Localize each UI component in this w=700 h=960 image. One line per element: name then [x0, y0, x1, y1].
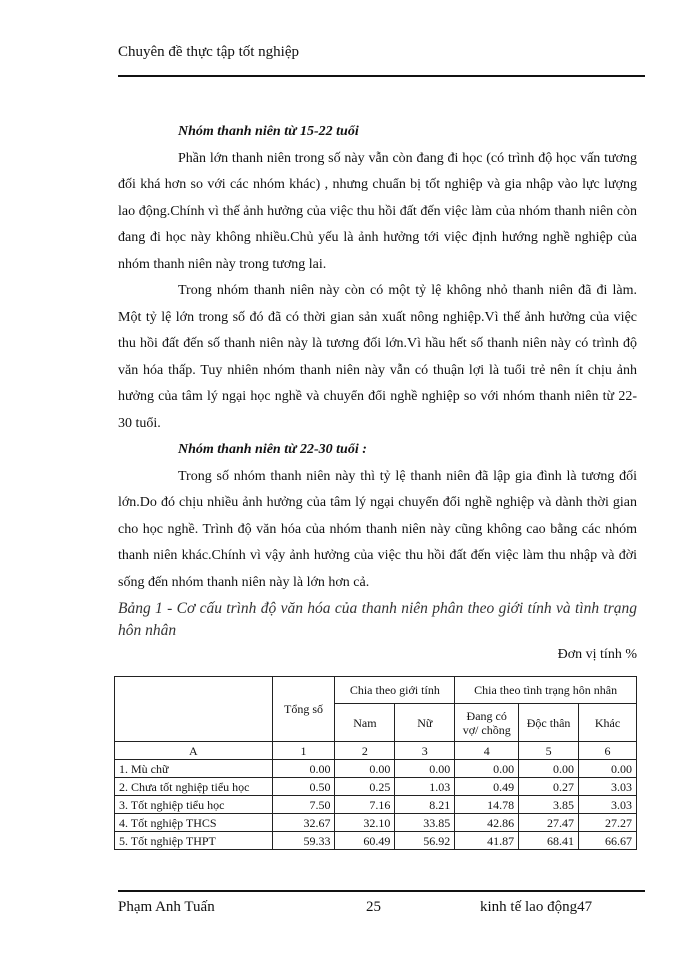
table-cell: 14.78 [455, 796, 519, 814]
row-label: 1. Mù chữ [115, 760, 273, 778]
col-other-header: Khác [579, 704, 637, 742]
table-row [115, 778, 637, 796]
header-divider [118, 75, 645, 77]
col-total-header: Tổng số [272, 677, 335, 742]
group-marital-header: Chia theo tình trạng hôn nhân [455, 677, 637, 704]
table-cell: 7.50 [272, 796, 335, 814]
table-cell: 0.49 [455, 778, 519, 796]
index-cell: A [115, 742, 273, 760]
col-female-header: Nữ [395, 704, 455, 742]
index-cell: 1 [272, 742, 335, 760]
index-cell: 3 [395, 742, 455, 760]
table-cell: 1.03 [395, 778, 455, 796]
index-cell: 4 [455, 742, 519, 760]
table-cell: 42.86 [455, 814, 519, 832]
section-heading-22-30: Nhóm thanh niên từ 22-30 tuổi : [178, 442, 367, 457]
row-label: 2. Chưa tốt nghiệp tiểu học [115, 778, 273, 796]
table-cell: 32.10 [335, 814, 395, 832]
table-cell: 0.00 [455, 760, 519, 778]
index-cell: 6 [579, 742, 637, 760]
table-cell: 41.87 [455, 832, 519, 850]
section-heading-15-22: Nhóm thanh niên từ 15-22 tuổi [178, 124, 359, 139]
table-cell: 7.16 [335, 796, 395, 814]
paragraph-1: Phần lớn thanh niên trong số này vẫn còn đang đi học (có trình độ học vấn tương đối khá hơn so với các nhóm khác) , nhưng chuẩn bị tốt nghiệp và gia nhập vào lực lượng lao động.Chính vì thế ảnh hưởng của việc thu hồi đất đến việc làm của nhóm thanh niên còn đang đi học này không nhiều.Chủ yếu là ảnh hưởng tới việc định hướng nghề nghiệp của nhóm thanh niên này trong tương lai. [118, 150, 637, 272]
table-cell: 33.85 [395, 814, 455, 832]
table-cell: 3.03 [579, 778, 637, 796]
table-cell: 32.67 [272, 814, 335, 832]
table-cell: 0.00 [519, 760, 579, 778]
row-label: 3. Tốt nghiệp tiểu học [115, 796, 273, 814]
page-header: Chuyên đề thực tập tốt nghiệp [118, 44, 300, 60]
table-cell: 59.33 [272, 832, 335, 850]
document-body [118, 119, 637, 666]
col-married-header: Đang có vợ/ chồng [455, 704, 519, 742]
table-cell: 56.92 [395, 832, 455, 850]
table-cell: 0.00 [579, 760, 637, 778]
paragraph-3: Trong số nhóm thanh niên này thì tỷ lệ thanh niên đã lập gia đình là tương đối lớn.Do đó chịu nhiều ảnh hưởng của tâm lý ngại chuyển đổi nghề nghiệp và dành thời gian cho học nghề. Trình độ văn hóa của nhóm thanh niên này cũng không cao bằng các nhóm thanh niên khác.Chính vì vậy ảnh hưởng của việc thu hồi đất đến việc làm thu nhập và đời sống đến nhóm thanh niên này là lớn hơn cả. [118, 468, 637, 590]
table-cell: 0.25 [335, 778, 395, 796]
table-caption: Bảng 1 - Cơ cấu trình độ văn hóa của thanh niên phân theo giới tính và tình trạng hôn nhân [118, 600, 637, 639]
table-corner-cell [115, 677, 273, 742]
table-cell: 68.41 [519, 832, 579, 850]
table-unit: Đơn vị tính % [557, 647, 637, 662]
table-cell: 27.47 [519, 814, 579, 832]
col-single-header: Độc thân [519, 704, 579, 742]
table-cell: 0.50 [272, 778, 335, 796]
row-label: 4. Tốt nghiệp THCS [115, 814, 273, 832]
footer-divider [118, 890, 645, 892]
table-cell: 8.21 [395, 796, 455, 814]
table-cell: 0.00 [395, 760, 455, 778]
table-cell: 0.27 [519, 778, 579, 796]
education-table [114, 676, 637, 850]
footer-class-name: kinh tế lao động47 [480, 899, 593, 915]
table-row [115, 814, 637, 832]
paragraph-2: Trong nhóm thanh niên này còn có một tỷ lệ không nhỏ thanh niên đã đi làm. Một tỷ lệ lớn trong số đó đã có thời gian sản xuất nông nghiệp.Vì thế ảnh hưởng của việc thu hồi đất đến số thanh niên này là tương đối lớn.Vì hầu hết số thanh niên này có trình độ văn hóa thấp. Tuy nhiên nhóm thanh niên này vẫn có thuận lợi là tuổi trẻ nên ít chịu ảnh hưởng của tâm lý ngại học nghề và chuyển đổi nghề nghiệp so với nhóm thanh niên từ 22-30 tuổi. [118, 283, 637, 431]
table-cell: 3.85 [519, 796, 579, 814]
table-row [115, 760, 637, 778]
table-cell: 0.00 [272, 760, 335, 778]
table-cell: 60.49 [335, 832, 395, 850]
table-cell: 66.67 [579, 832, 637, 850]
index-cell: 5 [519, 742, 579, 760]
footer-author: Phạm Anh Tuấn [118, 899, 215, 915]
index-cell: 2 [335, 742, 395, 760]
table-row [115, 796, 637, 814]
table-row [115, 832, 637, 850]
index-row [115, 742, 637, 760]
table-cell: 0.00 [335, 760, 395, 778]
group-gender-header: Chia theo giới tính [335, 677, 455, 704]
table-cell: 3.03 [579, 796, 637, 814]
footer-page-number: 25 [366, 899, 381, 915]
table-cell: 27.27 [579, 814, 637, 832]
col-male-header: Nam [335, 704, 395, 742]
row-label: 5. Tốt nghiệp THPT [115, 832, 273, 850]
